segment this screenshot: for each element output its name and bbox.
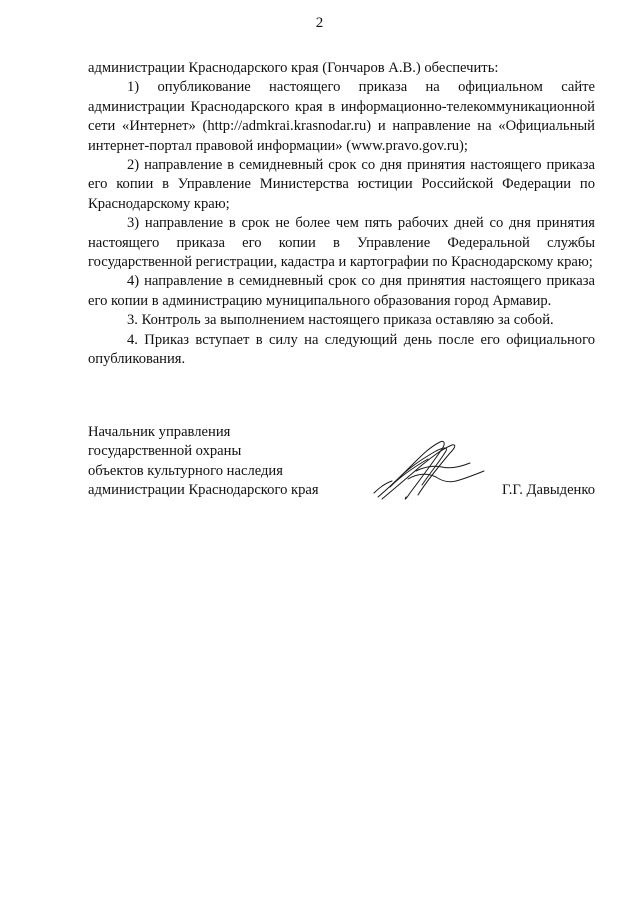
signatory-name: Г.Г. Давыденко — [501, 482, 595, 499]
body-paragraph-item-2: 2) направление в семидневный срок со дня принятия настоящего приказа его копии в Управление Министерства юстиции Российской Федерации по Краснодарскому краю; — [88, 157, 595, 212]
body-paragraph-continuation: администрации Краснодарского края (Гончаров А.В.) обеспечить: — [88, 60, 499, 76]
body-paragraph-item-4: 4) направление в семидневный срок со дня принятия настоящего приказа его копии в администрацию муниципального образования город Армавир. — [88, 273, 595, 309]
handwritten-signature — [370, 437, 492, 503]
body-paragraph-item-1: 1) опубликование настоящего приказа на официальном сайте администрации Краснодарского края в информационно-телекоммуникационной сети «Интернет» (http://admkrai.krasnodar.ru) и направление на «Официальный интернет-портал правовой информации» (www.pravo.gov.ru); — [88, 79, 595, 154]
body-paragraph-item-3: 3) направление в срок не более чем пять рабочих дней со дня принятия настоящего приказа его копии в Управление Федеральной службы государственной регистрации, кадастра и картографии по Краснодарскому краю; — [88, 215, 595, 271]
body-paragraph-clause-4: 4. Приказ вступает в силу на следующий день после его официального опубликования. — [88, 331, 595, 368]
signatory-position-line-3: объектов культурного наследия — [88, 462, 283, 479]
signatory-position-line-4: администрации Краснодарского края — [88, 482, 319, 499]
signature-block — [88, 423, 595, 501]
signatory-position-line-2: государственной охраны — [88, 443, 242, 460]
page-number: 2 — [315, 15, 324, 31]
body-paragraph-clause-3: 3. Контроль за выполнением настоящего приказа оставляю за собой. — [127, 312, 554, 329]
document-body — [88, 59, 595, 370]
signatory-position-line-1: Начальник управления — [88, 424, 231, 440]
